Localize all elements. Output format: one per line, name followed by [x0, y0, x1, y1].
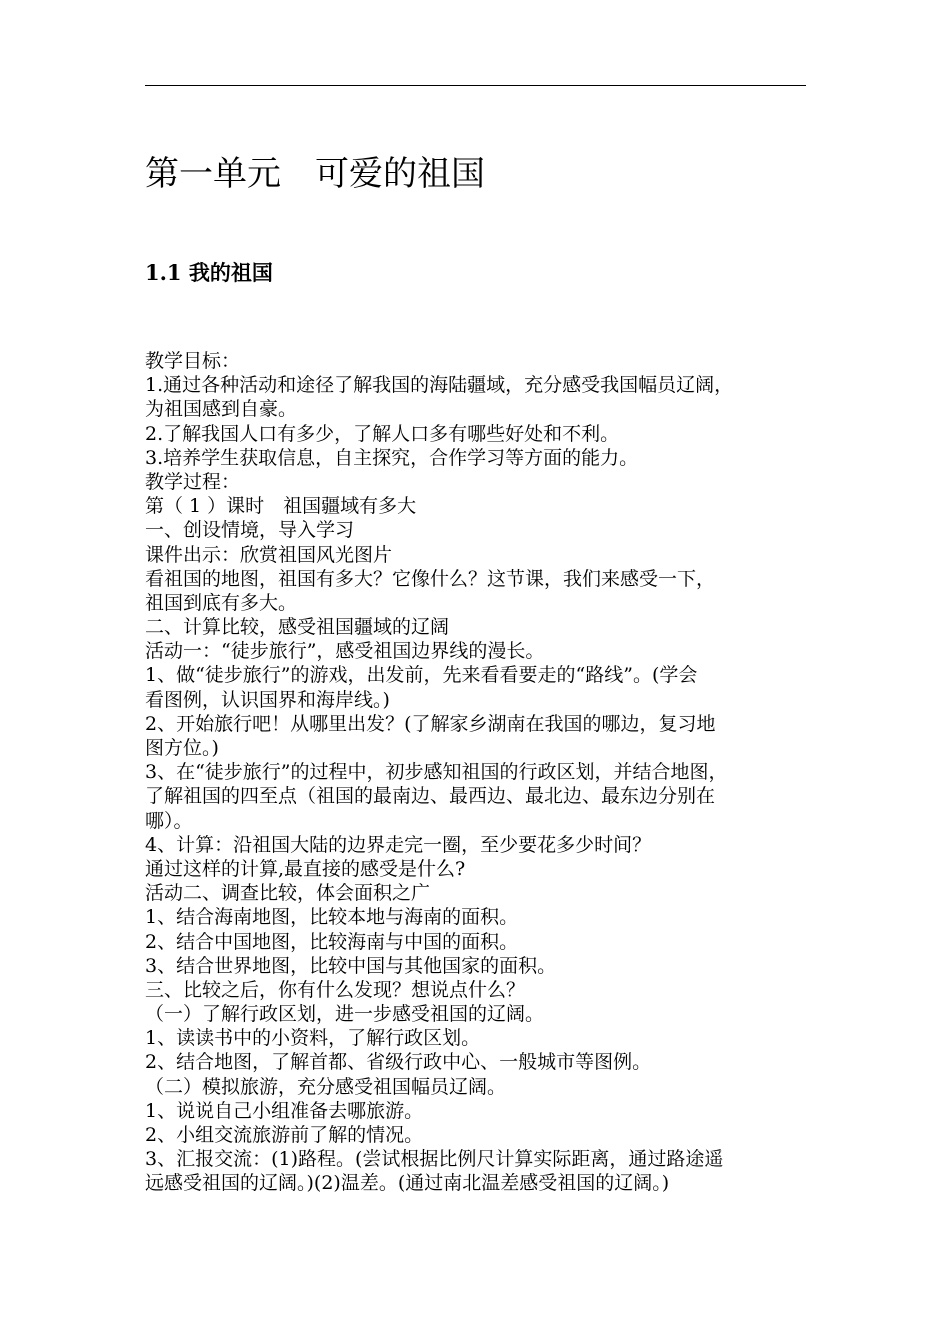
body-line: 2、开始旅行吧！从哪里出发？(了解家乡湖南在我国的哪边，复习地 — [145, 712, 716, 735]
body-line: 一、创设情境，导入学习 — [145, 519, 355, 542]
body-line: 1、结合海南地图，比较本地与海南的面积。 — [145, 906, 519, 929]
body-line: 教学过程： — [145, 470, 241, 493]
body-line: 3、汇报交流：(1)路程。(尝试根据比例尺计算实际距离，通过路途遥 — [145, 1148, 724, 1171]
body-line: 3、结合世界地图，比较中国与其他国家的面积。 — [145, 954, 557, 977]
body-line: 教学目标： — [145, 350, 241, 372]
body-line: 活动二、调查比较，体会面积之广 — [145, 882, 431, 905]
body-line: 课件出示：欣赏祖国风光图片 — [145, 543, 393, 566]
body-line: 1、读读书中的小资料，了解行政区划。 — [145, 1027, 481, 1050]
body-line: 看图例，认识国界和海岸线。) — [145, 688, 390, 711]
body-line: 了解祖国的四至点（祖国的最南边、最西边、最北边、最东边分别在 — [145, 785, 716, 808]
body-line: 活动一：“徒步旅行”，感受祖国边界线的漫长。 — [145, 640, 545, 663]
body-line: 图方位。) — [145, 737, 219, 759]
header-rule — [145, 85, 806, 86]
body-line: 为祖国感到自豪。 — [145, 398, 298, 421]
body-line: 1.通过各种活动和途径了解我国的海陆疆域，充分感受我国幅员辽阔， — [145, 374, 734, 397]
body-line: 看祖国的地图，祖国有多大？它像什么？这节课，我们来感受一下， — [145, 567, 716, 590]
body-line: 祖国到底有多大。 — [145, 591, 298, 614]
body-line: 2、结合中国地图，比较海南与中国的面积。 — [145, 930, 519, 953]
body-line: 2.了解我国人口有多少，了解人口多有哪些好处和不利。 — [145, 422, 620, 445]
lesson-title: 1.1 我的祖国 — [145, 260, 273, 285]
body-line: 2、小组交流旅游前了解的情况。 — [145, 1124, 424, 1146]
body-line: （二）模拟旅游，充分感受祖国幅员辽阔。 — [145, 1075, 507, 1098]
body-line: （一）了解行政区划，进一步感受祖国的辽阔。 — [145, 1003, 545, 1026]
unit-title: 第一单元 可爱的祖国 — [145, 154, 485, 194]
body-line: 第（ 1 ）课时 祖国疆域有多大 — [145, 495, 417, 518]
body-line: 4、计算：沿祖国大陆的边界走完一圈，至少要花多少时间？ — [145, 833, 652, 856]
body-line: 1、做“徒步旅行”的游戏，出发前，先来看看要走的“路线”。(学会 — [145, 664, 698, 687]
body-line: 三、比较之后，你有什么发现？想说点什么？ — [145, 978, 526, 1001]
body-line: 1、说说自己小组准备去哪旅游。 — [145, 1099, 424, 1122]
lesson-body — [145, 349, 810, 1196]
body-line: 3.培养学生获取信息，自主探究，合作学习等方面的能力。 — [145, 446, 639, 469]
body-line: 二、计算比较，感受祖国疆域的辽阔 — [145, 616, 450, 639]
body-line: 通过这样的计算,最直接的感受是什么? — [145, 857, 466, 880]
body-line: 3、在“徒步旅行”的过程中，初步感知祖国的行政区划，并结合地图， — [145, 761, 728, 784]
body-line: 远感受祖国的辽阔。)(2)温差。(通过南北温差感受祖国的辽阔。) — [145, 1172, 670, 1195]
body-line: 哪）。 — [145, 809, 193, 832]
body-line: 2、结合地图，了解首都、省级行政中心、一般城市等图例。 — [145, 1051, 652, 1074]
